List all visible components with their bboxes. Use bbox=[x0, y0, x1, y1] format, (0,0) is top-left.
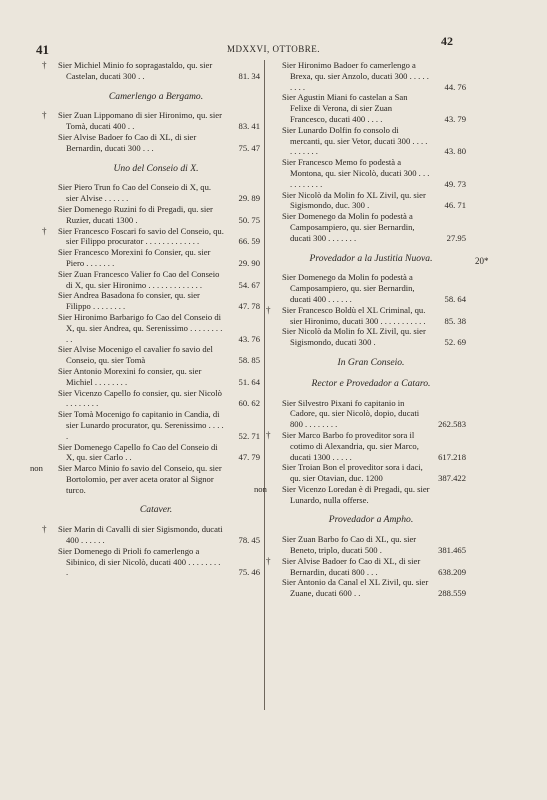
ballot-entry bbox=[52, 204, 260, 226]
elected-mark: † bbox=[266, 429, 271, 440]
vote-count: 381.465 bbox=[438, 545, 466, 556]
ballot-entry bbox=[276, 125, 466, 157]
ballot-entry bbox=[276, 211, 466, 243]
vote-count: 78. 45 bbox=[238, 535, 260, 546]
entry-text: Sier Marco Minio fo savio del Conseio, qu. sier Bortolomio, per aver aceta orator al Signor turco. bbox=[58, 463, 222, 495]
entry-text: Sier Hironimo Barbarigo fo Cao del Conseio di X, qu. sier Andrea, qu. Serenissimo . . . . . . . . . . bbox=[58, 311, 223, 344]
vote-count: 47. 78 bbox=[238, 301, 260, 312]
left-page-number: 41 bbox=[36, 42, 49, 57]
entry-text: Sier Marco Barbo fo proveditor sora il cotimo di Alexandria, qu. sier Marco, ducati 1300 . . . . . bbox=[282, 429, 419, 462]
right-column bbox=[254, 60, 466, 599]
vote-count: 49. 73 bbox=[444, 178, 466, 189]
entry-text: Sier Domenego da Molin fo podestà a Camposampiero, qu. sier Bernardin, ducati 400 . . . . . . bbox=[282, 272, 415, 304]
ballot-entry bbox=[276, 577, 466, 599]
vote-count: 75. 46 bbox=[238, 567, 260, 578]
ballot-entry bbox=[52, 132, 260, 154]
vote-count: 43. 79 bbox=[444, 113, 466, 124]
section-heading: Uno del Conseio di X. bbox=[113, 162, 199, 174]
entry-text: Sier Vicenzo Loredan è di Pregadi, qu. sier Lunardo, nulla offerse. bbox=[282, 483, 430, 505]
vote-count: 51. 64 bbox=[238, 376, 260, 387]
section-heading: Cataver. bbox=[139, 504, 173, 516]
ballot-entry bbox=[42, 110, 260, 132]
non-mark: non bbox=[30, 463, 43, 474]
entry-text: Sier Domenego di Prioli fo camerlengo a Sibinico, di sier Nicolò, ducati 400 . . . . . . . . . bbox=[58, 545, 221, 578]
entry-text: Sier Nicolò da Molin fo XL Zivil, qu. sier Sigismondo, ducati 300 . bbox=[282, 326, 426, 348]
entry-text: Sier Domenego Capello fo Cao del Conseio di X, qu. sier Carlo . . bbox=[58, 441, 218, 463]
vote-count: 29. 89 bbox=[238, 193, 260, 204]
vote-count: 44. 76 bbox=[444, 81, 466, 92]
entry-text: Sier Michiel Minio fo sopragastaldo, qu. sier Castelan, ducati 300 . . bbox=[58, 60, 213, 81]
ballot-entry bbox=[52, 409, 260, 441]
vote-count: 85. 38 bbox=[444, 315, 466, 326]
vote-count: 60. 62 bbox=[238, 398, 260, 409]
section-heading: Provedador a la Justitia Nuova. bbox=[309, 252, 433, 264]
ballot-entry bbox=[52, 344, 260, 366]
ballot-entry bbox=[42, 60, 260, 82]
entry-text: Sier Tomà Mocenigo fo capitanio in Candia, di sier Lunardo procurator, qu. Serenissimo . . . . . bbox=[58, 409, 224, 441]
entry-text: Sier Nicolò da Molin fo XL Zivil, qu. sier Sigismondo, duc. 300 . bbox=[282, 189, 426, 211]
section-heading: Rector e Provedador a Cataro. bbox=[311, 377, 431, 389]
entry-text: Sier Alvise Badoer fo Cao di XL, di sier Bernardin, ducati 800 . . . bbox=[282, 555, 421, 577]
vote-count: 66. 59 bbox=[238, 236, 260, 247]
vote-count: 288.559 bbox=[438, 588, 466, 599]
vote-count: 83. 41 bbox=[238, 121, 260, 132]
running-header: MDXXVI, OTTOBRE. bbox=[226, 44, 321, 54]
elected-mark: † bbox=[266, 555, 271, 566]
vote-count: 54. 67 bbox=[238, 279, 260, 290]
entry-text: Sier Agustin Miani fo castelan a San Felixe di Verona, di sier Zuan Francesco, ducati 400 . . . . bbox=[282, 92, 408, 124]
vote-count: 46. 71 bbox=[444, 200, 466, 211]
elected-mark: † bbox=[42, 110, 47, 121]
ballot-entry bbox=[52, 312, 260, 344]
entry-text: Sier Alvise Mocenigo el cavalier fo savio del Conseio, qu. sier Tomà bbox=[58, 344, 213, 366]
ballot-entry bbox=[266, 304, 466, 327]
ballot-entry bbox=[276, 326, 466, 348]
ballot-entry bbox=[266, 429, 466, 462]
ballot-entry bbox=[276, 92, 466, 124]
ballot-entry bbox=[276, 462, 466, 484]
right-page-number: 42 bbox=[441, 34, 453, 48]
section-heading: Camerlengo a Bergamo. bbox=[108, 90, 204, 102]
elected-mark: † bbox=[42, 524, 47, 535]
ballot-entry bbox=[276, 190, 466, 212]
vote-count: 50. 75 bbox=[238, 214, 260, 225]
margin-note: 20* bbox=[475, 256, 489, 266]
entry-text: Sier Andrea Basadona fo consier, qu. sier Filippo . . . . . . . . bbox=[58, 290, 200, 312]
ballot-entry bbox=[276, 272, 466, 304]
entry-text: Sier Vicenzo Capello fo consier, qu. sier Nicolò . . . . . . . . bbox=[58, 387, 222, 409]
ballot-entry bbox=[52, 290, 260, 312]
elected-mark: † bbox=[42, 60, 47, 70]
ballot-entry bbox=[52, 442, 260, 464]
ballot-entry bbox=[30, 463, 260, 495]
entry-text: Sier Francesco Morexini fo Consier, qu. sier Piero . . . . . . . bbox=[58, 247, 211, 268]
ballot-entry bbox=[42, 524, 260, 546]
vote-count: 47. 79 bbox=[238, 452, 260, 463]
ballot-entry bbox=[276, 534, 466, 556]
ballot-entry bbox=[276, 398, 466, 430]
ballot-entry bbox=[52, 388, 260, 410]
entry-text: Sier Alvise Badoer fo Cao di XL, di sier Bernardin, ducati 300 . . . bbox=[58, 131, 197, 153]
entry-text: Sier Domenego da Molin fo podestà a Camposampiero, qu. sier Bernardin, ducati 300 . . . . . . . bbox=[282, 211, 415, 243]
section-heading: Provedador a Ampho. bbox=[328, 514, 414, 526]
vote-count: 43. 80 bbox=[444, 146, 466, 157]
entry-text: Sier Zuan Lippomano di sier Hironimo, qu. sier Tomà, ducati 400 . . bbox=[58, 110, 222, 132]
non-mark: non bbox=[254, 483, 267, 494]
entry-text: Sier Piero Trun fo Cao del Conseio di X, qu. sier Alvise . . . . . . bbox=[58, 182, 212, 204]
entry-text: Sier Lunardo Dolfin fo consolo di mercanti, qu. sier Vetor, ducati 300 . . . . . . . . . . . bbox=[282, 124, 428, 157]
ballot-entry bbox=[52, 182, 260, 204]
entry-text: Sier Troian Bon el proveditor sora i daci, qu. sier Otavian, duc. 1200 bbox=[282, 462, 423, 484]
left-column bbox=[30, 60, 260, 578]
entry-text: Sier Hironimo Badoer fo camerlengo a Brexa, qu. sier Anzolo, ducati 300 . . . . . . . . . bbox=[282, 60, 429, 92]
vote-count: 75. 47 bbox=[238, 142, 260, 153]
vote-count: 43. 76 bbox=[238, 333, 260, 344]
entry-text: Sier Francesco Foscari fo savio del Conseio, qu. sier Filippo procurator . . . . . . . . . . . . . bbox=[58, 225, 224, 247]
entry-text: Sier Francesco Memo fo podestà a Montona, qu. sier Nicolò, ducati 300 . . . . . . . . . . . bbox=[282, 157, 430, 189]
ballot-entry bbox=[42, 225, 260, 248]
vote-count: 52. 69 bbox=[444, 337, 466, 348]
vote-count: 58. 85 bbox=[238, 355, 260, 366]
ballot-entry bbox=[52, 247, 260, 269]
entry-text: Sier Francesco Boldù el XL Criminal, qu. sier Hironimo, ducati 300 . . . . . . . . . . . bbox=[282, 304, 426, 326]
vote-count: 262.583 bbox=[438, 419, 466, 430]
ballot-entry bbox=[266, 555, 466, 578]
elected-mark: † bbox=[42, 225, 47, 236]
section-heading: In Gran Conseio. bbox=[337, 356, 405, 368]
vote-count: 638.209 bbox=[438, 566, 466, 577]
vote-count: 52. 71 bbox=[238, 430, 260, 441]
vote-count: 27.95 bbox=[446, 232, 466, 243]
entry-text: Sier Silvestro Pixani fo capitanio in Cadore, qu. sier Nicolò, dopio, ducati 800 . . . . . . . . bbox=[282, 397, 420, 430]
column-divider bbox=[264, 60, 265, 710]
ballot-entry bbox=[52, 269, 260, 291]
ballot-entry bbox=[276, 60, 466, 92]
entry-text: Sier Zuan Barbo fo Cao di XL, qu. sier Beneto, triplo, ducati 500 . bbox=[282, 534, 417, 556]
entry-text: Sier Antonio da Canal el XL Zivil, qu. sier Zuane, ducati 600 . . bbox=[282, 577, 429, 599]
ballot-entry bbox=[276, 157, 466, 189]
vote-count: 58. 64 bbox=[444, 293, 466, 304]
entry-text: Sier Marin di Cavalli di sier Sigismondo, ducati 400 . . . . . . bbox=[58, 524, 223, 546]
vote-count: 387.422 bbox=[438, 473, 466, 484]
vote-count: 81. 34 bbox=[238, 70, 260, 81]
ballot-entry bbox=[254, 483, 466, 506]
vote-count: 617.218 bbox=[438, 451, 466, 462]
ballot-entry bbox=[52, 366, 260, 388]
elected-mark: † bbox=[266, 304, 271, 315]
ballot-entry bbox=[52, 546, 260, 578]
entry-text: Sier Antonio Morexini fo consier, qu. sier Michiel . . . . . . . . bbox=[58, 365, 202, 387]
vote-count: 29. 90 bbox=[238, 257, 260, 268]
entry-text: Sier Domenego Ruzini fo di Pregadi, qu. sier Ruzier, ducati 1300 . bbox=[58, 203, 213, 225]
entry-text: Sier Zuan Francesco Valier fo Cao del Conseio di X, qu. sier Hironimo . . . . . . . . . . . . . bbox=[58, 268, 220, 290]
